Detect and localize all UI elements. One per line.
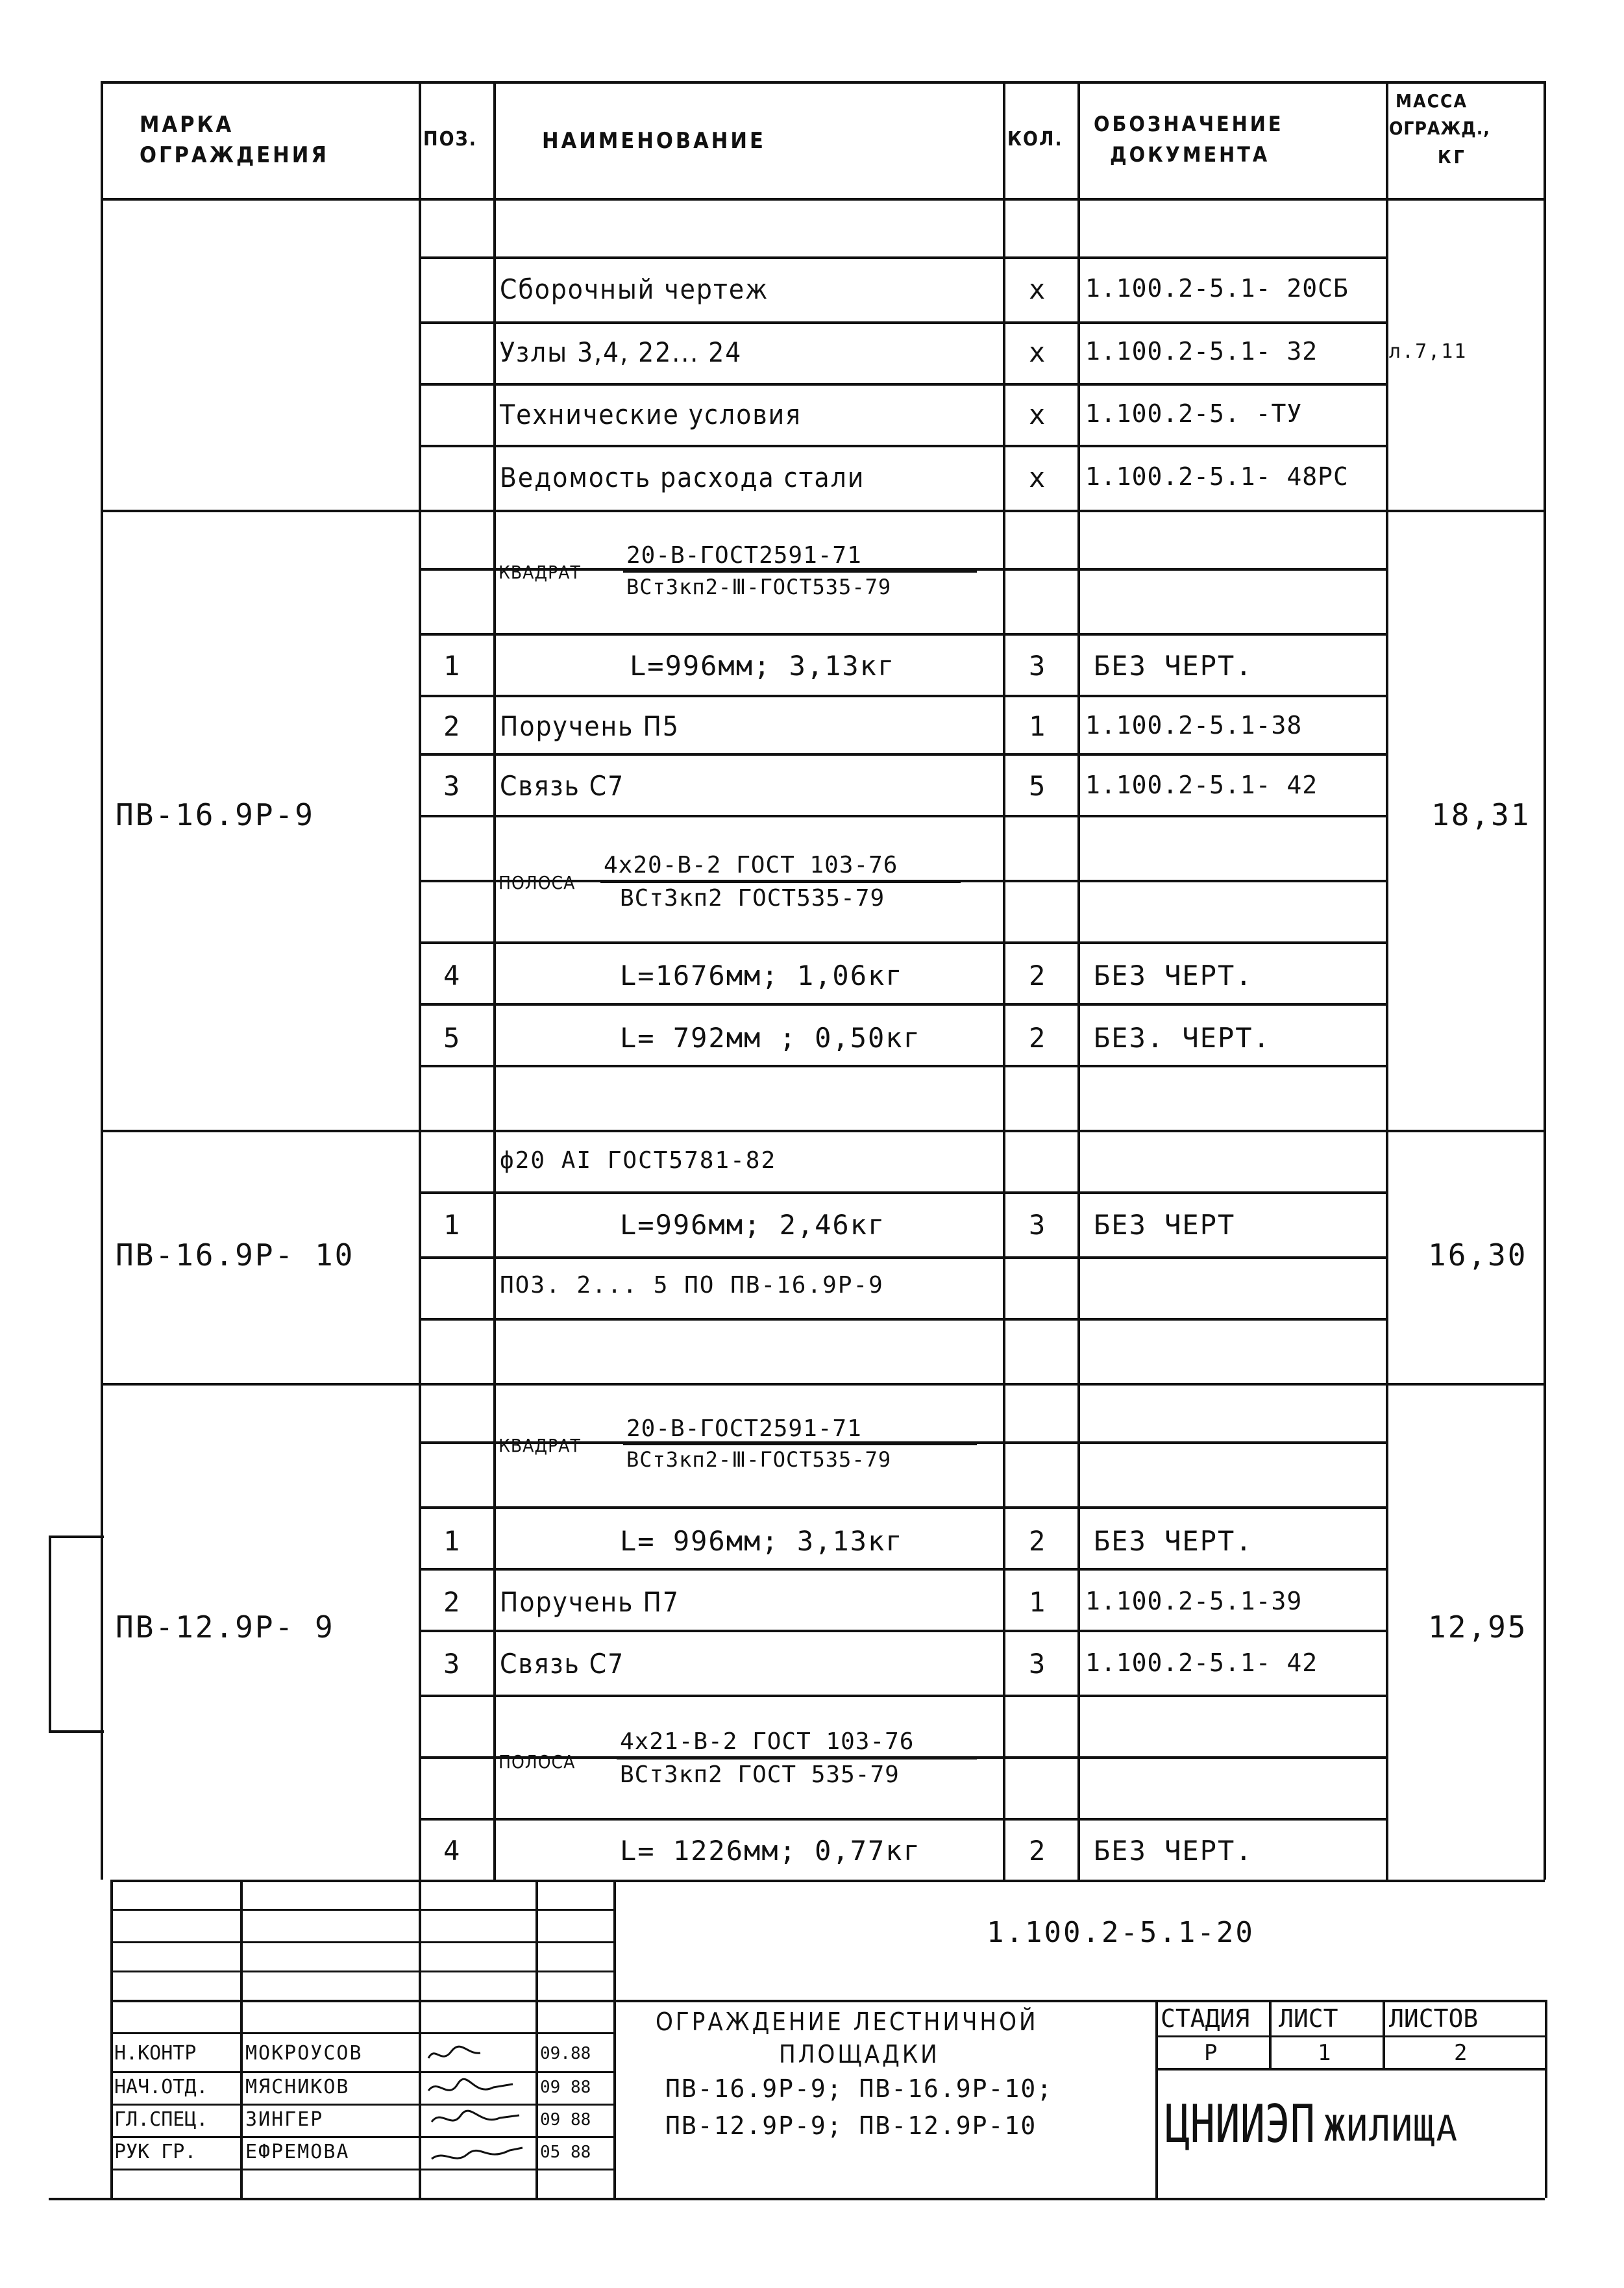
fence-mass: 16,30	[1428, 1237, 1528, 1273]
sheets-value: 2	[1454, 2040, 1468, 2066]
item-name: Связь С7	[500, 1648, 625, 1680]
item-doc: БЕЗ ЧЕРТ	[1094, 1209, 1236, 1241]
position-number: 1	[443, 1525, 461, 1557]
item-name: L= 792мм ; 0,50кг	[620, 1022, 921, 1054]
header-mass: МАССА	[1396, 90, 1468, 112]
row-line	[419, 383, 1386, 386]
material-grade: ВСт3кп2-Ⅲ-ГОСТ535-79	[626, 1447, 892, 1472]
organization-suffix: ЖИЛИЩА	[1324, 2108, 1459, 2149]
doc-row-name: Узлы 3,4, 22... 24	[500, 336, 743, 368]
position-number: 2	[443, 710, 461, 742]
row-line	[419, 321, 1386, 324]
item-name: L=996мм; 3,13кг	[630, 650, 896, 682]
position-number: 3	[443, 1648, 461, 1680]
sign-grid	[535, 1880, 538, 2198]
doc-row-qty: х	[1029, 273, 1047, 305]
table-border-top	[101, 81, 1545, 84]
sign-grid	[110, 2104, 613, 2106]
stage-grid	[1155, 2035, 1545, 2037]
sign-grid	[110, 1941, 613, 1943]
material-grade: ВСт3кп2-Ⅲ-ГОСТ535-79	[626, 575, 892, 599]
header-doc: ОБОЗНАЧЕНИЕ	[1094, 112, 1284, 136]
table-border-right	[1544, 81, 1546, 1880]
drawing-title: ОГРАЖДЕНИЕ ЛЕСТНИЧНОЙ	[656, 2008, 1039, 2036]
sign-grid	[110, 2032, 613, 2034]
signer-name: ЕФРЕМОВА	[245, 2141, 350, 2163]
signer-name: ЗИНГЕР	[245, 2108, 324, 2131]
item-qty: 2	[1029, 1525, 1047, 1557]
title-block-bottom	[110, 2198, 1545, 2200]
item-name: Поручень П5	[500, 710, 680, 742]
material-prefix: КВАДРАТ	[498, 1435, 581, 1456]
document-code: 1.100.2-5.1-20	[987, 1916, 1255, 1949]
organization-name: ЦНИИЭП	[1165, 2094, 1316, 2154]
row-line	[419, 1318, 1386, 1321]
row-line	[419, 1506, 1386, 1509]
fence-mass: 12,95	[1428, 1610, 1528, 1645]
doc-row-name: Сборочный чертеж	[500, 273, 769, 305]
material-spec: 4х20-В-2 ГОСТ 103-76	[604, 852, 898, 878]
doc-row-qty: х	[1029, 336, 1047, 368]
fraction-line	[600, 880, 961, 883]
header-qty: КОЛ.	[1007, 128, 1063, 151]
drawing-title: ПВ-16.9Р-9; ПВ-16.9Р-10;	[665, 2074, 1053, 2103]
signer-role: РУК ГР.	[114, 2141, 197, 2163]
drawing-title: ПВ-12.9Р-9; ПВ-12.9Р-10	[665, 2111, 1037, 2140]
header-mark: ОГРАЖДЕНИЯ	[140, 142, 329, 168]
block-divider	[101, 510, 1545, 512]
fence-mark: ПВ-16.9Р- 10	[116, 1237, 355, 1273]
item-name: L=996мм; 2,46кг	[620, 1209, 886, 1241]
row-line	[419, 256, 1386, 259]
margin-mark	[49, 1536, 104, 1538]
header-pos: ПОЗ.	[423, 128, 477, 151]
item-qty: 3	[1029, 1209, 1047, 1241]
header-mass: КГ	[1438, 146, 1467, 168]
doc-row-code: 1.100.2-5.1- 20СБ	[1085, 274, 1349, 303]
item-name: L=1676мм; 1,06кг	[620, 960, 904, 991]
item-doc: БЕЗ ЧЕРТ.	[1094, 1835, 1253, 1867]
table-border-left	[101, 81, 103, 1880]
doc-row-qty: х	[1029, 462, 1047, 493]
item-qty: 3	[1029, 1648, 1047, 1680]
row-line	[419, 1191, 1386, 1194]
position-number: 4	[443, 1835, 461, 1867]
sheets-label: ЛИСТОВ	[1389, 2004, 1479, 2033]
signer-role: Н.КОНТР	[114, 2042, 197, 2065]
column-divider	[1077, 81, 1080, 1880]
sheet-label: ЛИСТ	[1279, 2004, 1338, 2033]
header-mark: МАРКА	[140, 112, 234, 138]
position-note: ПОЗ. 2... 5 ПО ПВ-16.9Р-9	[500, 1272, 884, 1299]
material-spec: 20-В-ГОСТ2591-71	[626, 1415, 862, 1442]
item-doc: 1.100.2-5.1-39	[1085, 1587, 1303, 1615]
position-number: 3	[443, 770, 461, 802]
signer-name: МОКРОУСОВ	[245, 2042, 363, 2065]
position-number: 2	[443, 1586, 461, 1618]
item-doc: БЕЗ ЧЕРТ.	[1094, 650, 1253, 682]
header-mass: ОГРАЖД.,	[1389, 118, 1490, 139]
sign-grid	[110, 1971, 613, 1972]
stage-grid	[1269, 2000, 1272, 2068]
header-doc: ДОКУМЕНТА	[1110, 142, 1270, 167]
fence-mass: 18,31	[1431, 797, 1531, 832]
row-line	[419, 1003, 1386, 1006]
row-line	[419, 941, 1386, 944]
item-qty: 3	[1029, 650, 1047, 682]
item-name: L= 1226мм; 0,77кг	[620, 1835, 921, 1867]
row-line	[419, 445, 1386, 447]
drawing-title: ПЛОЩАДКИ	[779, 2040, 940, 2069]
doc-row-code: 1.100.2-5. -ТУ	[1085, 399, 1303, 428]
item-doc: 1.100.2-5.1- 42	[1085, 771, 1318, 799]
signer-date: 09 88	[540, 2110, 591, 2130]
material-prefix: ПОЛОСА	[498, 1751, 576, 1772]
fence-mark: ПВ-12.9Р- 9	[116, 1610, 335, 1645]
title-block-divider	[110, 2000, 1545, 2002]
position-number: 1	[443, 650, 461, 682]
sign-grid	[110, 2169, 613, 2170]
signer-date: 05 88	[540, 2143, 591, 2162]
doc-row-code: 1.100.2-5.1- 32	[1085, 337, 1318, 366]
sign-grid	[110, 2071, 613, 2073]
row-line	[419, 1568, 1386, 1571]
row-line	[419, 633, 1386, 636]
material-grade: ВСт3кп2 ГОСТ535-79	[620, 885, 885, 912]
title-block-left	[110, 1880, 113, 2198]
item-qty: 2	[1029, 1022, 1047, 1054]
stage-grid	[1155, 2068, 1545, 2070]
row-line	[419, 1630, 1386, 1632]
item-qty: 2	[1029, 960, 1047, 991]
row-line	[419, 695, 1386, 697]
material-grade: ВСт3кп2 ГОСТ 535-79	[620, 1761, 900, 1788]
row-line	[419, 1818, 1386, 1821]
item-qty: 5	[1029, 770, 1047, 802]
fraction-line	[617, 1757, 977, 1760]
material-prefix: ПОЛОСА	[498, 872, 576, 893]
fraction-line	[623, 570, 977, 573]
material-spec: 4х21-В-2 ГОСТ 103-76	[620, 1728, 915, 1755]
column-divider	[419, 81, 421, 1880]
stage-label: СТАДИЯ	[1161, 2004, 1250, 2033]
title-block-right	[1545, 2000, 1547, 2198]
column-divider	[493, 81, 496, 1880]
stage-grid	[1383, 2000, 1385, 2068]
mass-note: л.7,11	[1389, 340, 1468, 363]
sheet-border	[49, 2198, 114, 2200]
title-block-top	[110, 1880, 1545, 1882]
item-qty: 1	[1029, 710, 1047, 742]
signer-role: ГЛ.СПЕЦ.	[114, 2108, 208, 2131]
material-spec: ф20 АI ГОСТ5781-82	[500, 1147, 777, 1174]
item-doc: БЕЗ ЧЕРТ.	[1094, 960, 1253, 991]
item-name: Связь С7	[500, 770, 625, 802]
sign-grid	[110, 2136, 613, 2138]
sign-grid	[419, 1880, 421, 2198]
item-name: L= 996мм; 3,13кг	[620, 1525, 904, 1557]
column-divider	[1003, 81, 1005, 1880]
row-line	[419, 1065, 1386, 1067]
item-qty: 1	[1029, 1586, 1047, 1618]
block-divider	[101, 1130, 1545, 1132]
doc-row-qty: х	[1029, 399, 1047, 430]
margin-mark	[49, 1536, 51, 1730]
item-doc: БЕЗ. ЧЕРТ.	[1094, 1022, 1271, 1054]
item-doc: 1.100.2-5.1-38	[1085, 711, 1303, 740]
column-divider	[1386, 81, 1388, 1880]
signer-date: 09 88	[540, 2078, 591, 2097]
stage-value: Р	[1204, 2040, 1218, 2066]
position-number: 5	[443, 1022, 461, 1054]
stage-grid	[1155, 2000, 1158, 2198]
item-doc: 1.100.2-5.1- 42	[1085, 1648, 1318, 1677]
header-name: НАИМЕНОВАНИЕ	[542, 128, 766, 154]
item-doc: БЕЗ ЧЕРТ.	[1094, 1525, 1253, 1557]
material-prefix: КВАДРАТ	[498, 562, 581, 583]
signer-date: 09.88	[540, 2044, 591, 2063]
sign-grid	[240, 1880, 243, 2198]
position-number: 4	[443, 960, 461, 991]
item-qty: 2	[1029, 1835, 1047, 1867]
fraction-line	[623, 1443, 977, 1445]
handwritten-signatures	[422, 2039, 532, 2195]
doc-row-name: Технические условия	[500, 399, 802, 430]
block-divider	[101, 1383, 1545, 1386]
item-name: Поручень П7	[500, 1586, 680, 1618]
fence-mark: ПВ-16.9Р-9	[116, 797, 315, 832]
signer-role: НАЧ.ОТД.	[114, 2076, 208, 2098]
doc-row-code: 1.100.2-5.1- 48РС	[1085, 462, 1349, 491]
sign-grid	[110, 1909, 613, 1911]
doc-row-name: Ведомость расхода стали	[500, 462, 865, 493]
signer-name: МЯСНИКОВ	[245, 2076, 350, 2098]
position-number: 1	[443, 1209, 461, 1241]
header-divider	[101, 198, 1545, 201]
row-line	[419, 815, 1386, 817]
row-line	[419, 1695, 1386, 1697]
sheet-value: 1	[1318, 2040, 1331, 2066]
row-line	[419, 753, 1386, 756]
material-spec: 20-В-ГОСТ2591-71	[626, 542, 862, 569]
row-line	[419, 1256, 1386, 1259]
title-block-divider	[613, 1880, 616, 2198]
margin-mark	[49, 1730, 104, 1733]
